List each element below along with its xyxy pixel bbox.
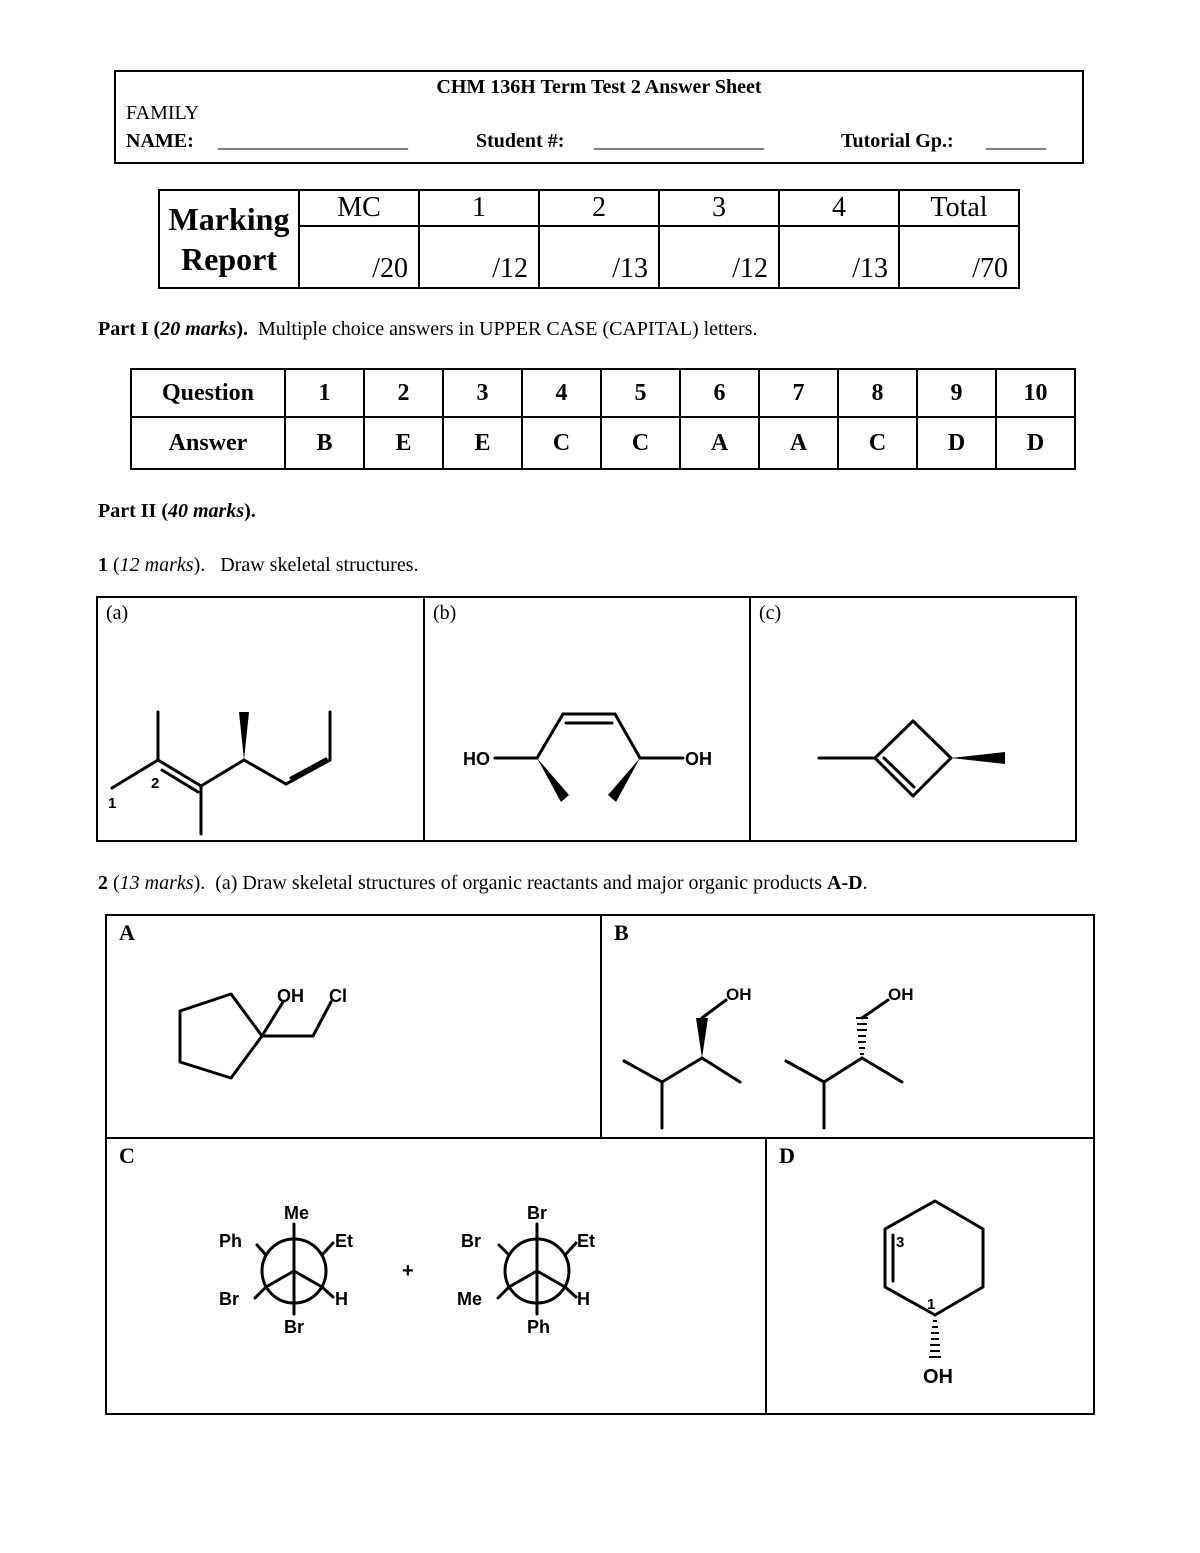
part1-marks: 20 marks (160, 318, 237, 340)
marking-col-4: 4 (779, 190, 899, 226)
marking-report-table (158, 189, 1020, 289)
q1-box-b[interactable] (423, 596, 751, 842)
family-label: FAMILY (126, 102, 200, 124)
part1-instruction: Multiple choice answers in UPPER CASE (CAPITAL) letters. (258, 318, 758, 340)
marking-score-mc: /20 (299, 226, 419, 288)
student-number-label: Student #: (476, 130, 565, 152)
part1-title: Part I (98, 318, 149, 340)
q2-box-B-label: B (614, 920, 629, 945)
q2A-cl-label: Cl (329, 986, 347, 1006)
mc-question-label: Question (131, 369, 285, 417)
q2-instruction: (a) Draw skeletal structures of organic reactants and major organic products (215, 872, 828, 894)
q2C-newman-projections (107, 1139, 769, 1417)
q1c-structure (751, 598, 1079, 844)
q2D-carbon-1-label: 1 (927, 1296, 936, 1313)
q2-box-C-label: C (119, 1143, 135, 1168)
q1-box-b-label: (b) (433, 602, 457, 624)
q2B-oh-label-1: OH (726, 985, 752, 1004)
q1-box-a-label: (a) (106, 602, 129, 624)
tutorial-group-label: Tutorial Gp.: (841, 130, 954, 152)
q1-number: 1 (98, 554, 108, 576)
marking-report-label-line2: Report (181, 241, 277, 277)
q2C1-upper-right-label: Et (335, 1231, 353, 1251)
marking-col-1: 1 (419, 190, 539, 226)
q1-box-c-label: (c) (759, 602, 782, 624)
mc-question-1: 1 (285, 369, 364, 417)
marking-score-2: /13 (539, 226, 659, 288)
mc-question-3: 3 (443, 369, 522, 417)
q2C2-lower-left-label: Me (457, 1289, 483, 1309)
q1-instruction: Draw skeletal structures. (220, 554, 419, 576)
q2-marks: 13 marks (119, 872, 194, 894)
part2-heading: Part II (40 marks). (98, 500, 256, 522)
q2C2-upper-right-label: Et (577, 1231, 595, 1251)
q2C1-lower-right-label: H (335, 1289, 348, 1309)
q1-box-a[interactable] (96, 596, 425, 842)
marking-col-2: 2 (539, 190, 659, 226)
marking-score-total: /70 (899, 226, 1019, 288)
marking-score-1: /12 (419, 226, 539, 288)
q2B-structures (602, 916, 1097, 1141)
mc-answer-10[interactable]: D (996, 417, 1075, 469)
header-title: CHM 136H Term Test 2 Answer Sheet (436, 76, 762, 98)
q2-box-D-label: D (779, 1143, 795, 1168)
student-number-field[interactable]: _________________ (594, 130, 764, 152)
mc-question-6: 6 (680, 369, 759, 417)
q2-number: 2 (98, 872, 108, 894)
q2-box-B[interactable] (600, 914, 1095, 1139)
mc-answer-8[interactable]: C (838, 417, 917, 469)
q2C2-upper-left-label: Br (461, 1231, 482, 1251)
q2-box-D[interactable] (765, 1137, 1095, 1415)
mc-answer-3[interactable]: E (443, 417, 522, 469)
q2A-structure (107, 916, 604, 1141)
mc-question-8: 8 (838, 369, 917, 417)
name-field[interactable]: ___________________ (218, 130, 408, 152)
mc-answer-1[interactable]: B (285, 417, 364, 469)
mc-answer-4[interactable]: C (522, 417, 601, 469)
name-label: NAME: (126, 130, 194, 152)
q1a-carbon-1-label: 1 (108, 795, 117, 812)
q2C1-lower-left-label: Br (219, 1289, 240, 1309)
q2C-plus-sign: + (402, 1260, 414, 1282)
q1b-structure (425, 598, 753, 844)
q2-box-A[interactable] (105, 914, 602, 1139)
q2C1-top-label: Me (284, 1203, 310, 1223)
mc-answer-9[interactable]: D (917, 417, 996, 469)
q2D-oh-label: OH (923, 1366, 953, 1388)
mc-answer-6[interactable]: A (680, 417, 759, 469)
mc-question-10: 10 (996, 369, 1075, 417)
q2D-structure (767, 1139, 1097, 1417)
mc-question-5: 5 (601, 369, 680, 417)
q2C1-upper-left-label: Ph (219, 1231, 243, 1251)
marking-score-4: /13 (779, 226, 899, 288)
marking-col-3: 3 (659, 190, 779, 226)
header-box (114, 70, 1084, 164)
part2-title: Part II (98, 500, 157, 522)
q1-box-c[interactable] (749, 596, 1077, 842)
q1a-structure (98, 598, 427, 844)
mc-answer-5[interactable]: C (601, 417, 680, 469)
q2D-carbon-3-label: 3 (896, 1234, 905, 1251)
q2C2-lower-right-label: H (577, 1289, 590, 1309)
q2-instruction-products: A-D (827, 872, 863, 894)
mc-question-2: 2 (364, 369, 443, 417)
marking-score-3: /12 (659, 226, 779, 288)
q2C1-bottom-label: Br (284, 1317, 305, 1337)
q2A-oh-label: OH (277, 986, 304, 1006)
q2B-oh-label-2: OH (888, 985, 914, 1004)
q2-box-A-label: A (119, 920, 135, 945)
q2-heading: 2 (13 marks). (a) Draw skeletal structures of organic reactants and major organic products A-D. (98, 872, 868, 894)
marking-report-label (159, 190, 299, 288)
q2-box-C[interactable] (105, 1137, 767, 1415)
mc-answer-7[interactable]: A (759, 417, 838, 469)
mc-question-9: 9 (917, 369, 996, 417)
mc-answer-2[interactable]: E (364, 417, 443, 469)
q1-heading: 1 (12 marks). Draw skeletal structures. (98, 554, 419, 576)
part2-marks: 40 marks (168, 500, 245, 522)
mc-answer-table (130, 368, 1076, 470)
mc-answer-label: Answer (131, 417, 285, 469)
mc-question-7: 7 (759, 369, 838, 417)
q1b-oh-label: OH (685, 749, 712, 769)
marking-col-mc: MC (299, 190, 419, 226)
q2C2-bottom-label: Ph (527, 1317, 551, 1337)
part1-heading: Part I (20 marks). Multiple choice answers in UPPER CASE (CAPITAL) letters. (98, 318, 758, 340)
q2C2-top-label: Br (527, 1203, 548, 1223)
marking-col-total: Total (899, 190, 1019, 226)
q1-marks: 12 marks (119, 554, 194, 576)
q1a-carbon-2-label: 2 (151, 775, 160, 792)
marking-report-label-line1: Marking (168, 201, 290, 237)
tutorial-group-field[interactable]: ______ (986, 130, 1046, 152)
mc-question-4: 4 (522, 369, 601, 417)
q1b-ho-label: HO (463, 749, 490, 769)
